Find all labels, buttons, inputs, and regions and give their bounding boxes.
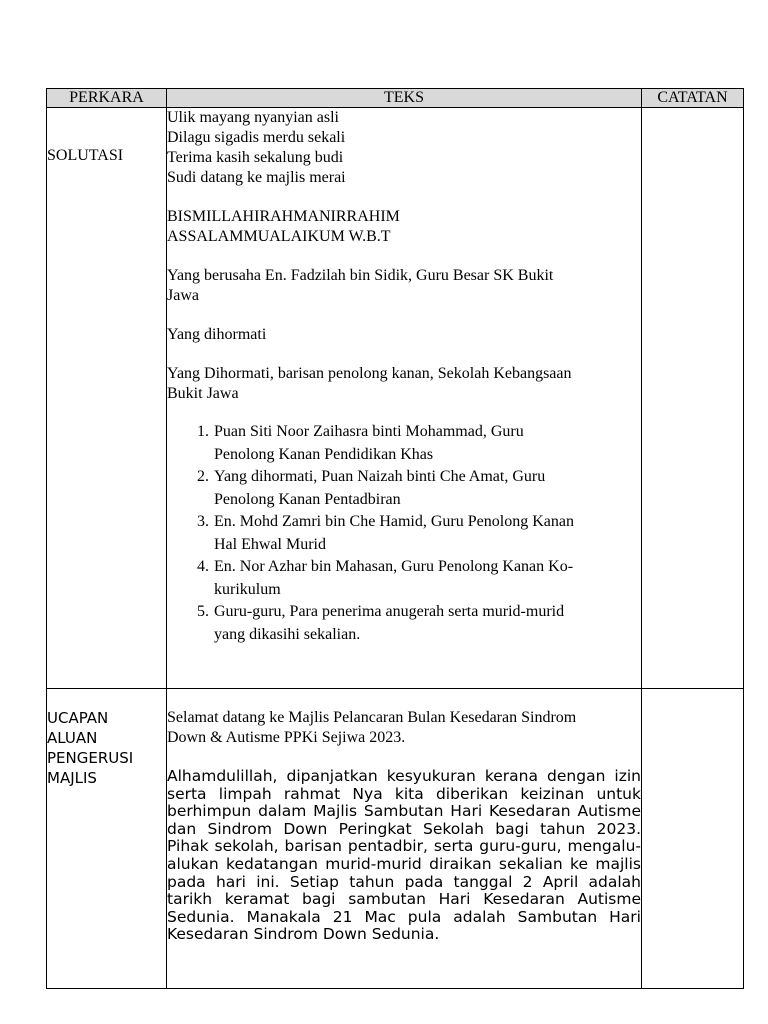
- pantun-line: Sudi datang ke majlis merai: [167, 169, 346, 186]
- perkara-cell: [47, 108, 167, 689]
- header-row: [47, 89, 744, 108]
- catatan-cell: [642, 108, 744, 689]
- barisan-line: Yang Dihormati, barisan penolong kanan, Sekolah Kebangsaan: [167, 365, 572, 382]
- perkara-label: SOLUTASI: [47, 147, 124, 164]
- berusaha-line: Jawa: [167, 287, 199, 304]
- list-item: 2. Yang dihormati, Puan Naizah binti Che Amat, Guru Penolong Kanan Pentadbiran: [213, 466, 641, 511]
- teks-cell: [167, 108, 642, 689]
- welcome-line: Selamat datang ke Majlis Pelancaran Bulan Kesedaran Sindrom: [167, 709, 577, 726]
- perkara-cell: [47, 689, 167, 989]
- script-table: [46, 88, 744, 989]
- header-teks: TEKS: [167, 89, 642, 108]
- pantun-line: Dilagu sigadis merdu sekali: [167, 129, 346, 146]
- salam-line: ASSALAMMUALAIKUM W.B.T: [167, 228, 391, 245]
- header-perkara: PERKARA: [47, 89, 167, 108]
- header-catatan: CATATAN: [642, 89, 744, 108]
- salam-line: BISMILLAHIRAHMANIRRAHIM: [167, 208, 400, 225]
- dihormati-line: Yang dihormati: [167, 326, 267, 343]
- pantun-line: Terima kasih sekalung budi: [167, 149, 344, 166]
- list-item: 1. Puan Siti Noor Zaihasra binti Mohammad, Guru Penolong Kanan Pendidikan Khas: [213, 421, 641, 466]
- row-ucapan: [47, 689, 744, 989]
- barisan-line: Bukit Jawa: [167, 385, 239, 402]
- perkara-label: MAJLIS: [47, 769, 97, 787]
- welcome-line: Down & Autisme PPKi Sejiwa 2023.: [167, 729, 406, 746]
- row-solutasi: [47, 108, 744, 689]
- list-item: 4. En. Nor Azhar bin Mahasan, Guru Penolong Kanan Ko- kurikulum: [213, 556, 641, 601]
- berusaha-line: Yang berusaha En. Fadzilah bin Sidik, Guru Besar SK Bukit: [167, 267, 554, 284]
- penolong-kanan-list: [167, 421, 641, 646]
- teks-cell: [167, 689, 642, 989]
- perkara-label: UCAPAN: [47, 709, 109, 727]
- catatan-cell: [642, 689, 744, 989]
- perkara-label: ALUAN: [47, 729, 98, 747]
- pantun-line: Ulik mayang nyanyian asli: [167, 109, 339, 126]
- list-item: 5. Guru-guru, Para penerima anugerah serta murid-murid yang dikasihi sekalian.: [213, 601, 641, 646]
- perkara-label: PENGERUSI: [47, 749, 134, 767]
- list-item: 3. En. Mohd Zamri bin Che Hamid, Guru Penolong Kanan Hal Ehwal Murid: [213, 511, 641, 556]
- speech-paragraph: Alhamdulillah, dipanjatkan kesyukuran kerana dengan izin serta limpah rahmat Nya kita diberikan keizinan untuk berhimpun dalam Majlis Sambutan Hari Kesedaran Autisme dan Sindrom Down Peringkat Sekolah bagi tahun 2023. Pihak sekolah, barisan pentadbir, serta guru-guru, mengalu-alukan kedatangan murid-murid diraikan sekalian ke majlis pada hari ini. Setiap tahun pada tanggal 2 April adalah tarikh keramat bagi sambutan Hari Kesedaran Autisme Sedunia. Manakala 21 Mac pula adalah Sambutan Hari Kesedaran Sindrom Down Sedunia.: [167, 767, 641, 944]
